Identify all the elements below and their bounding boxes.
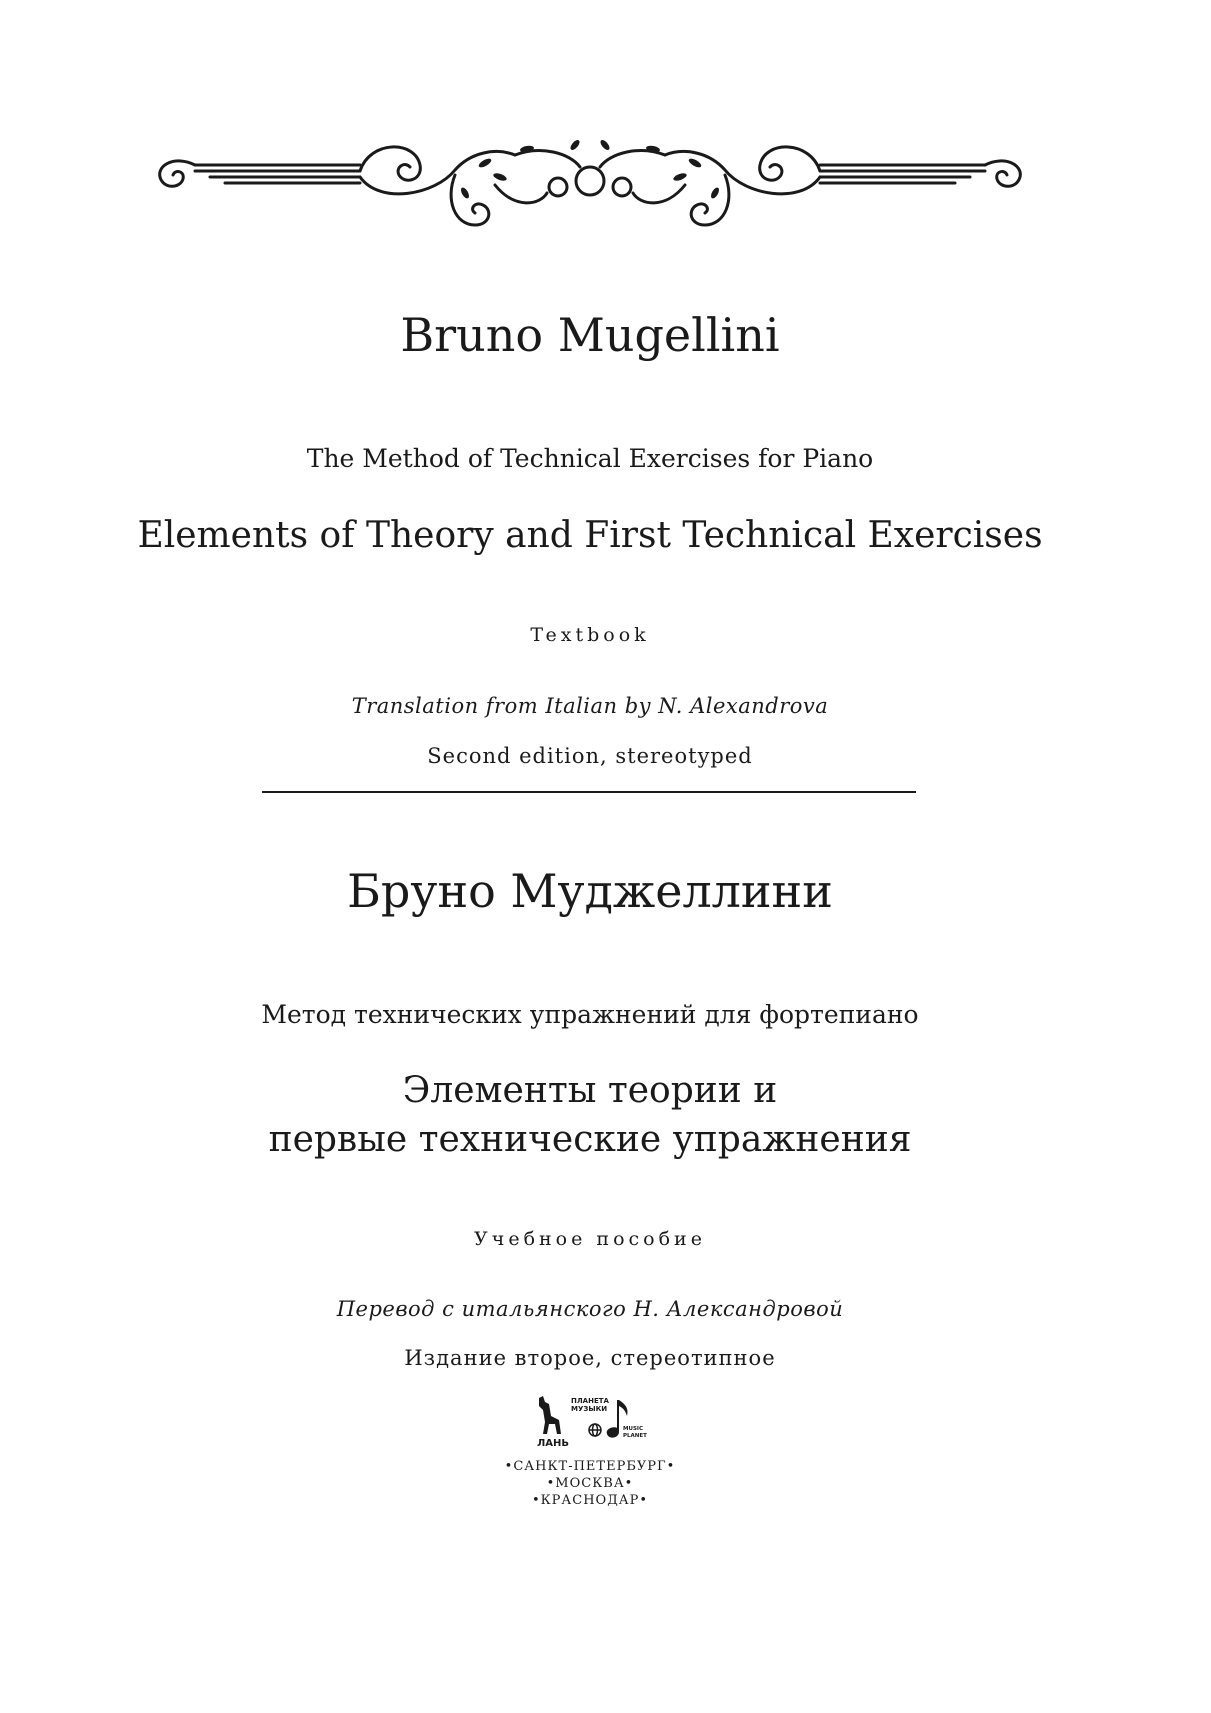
publisher-city-3: •КРАСНОДАР• <box>531 1493 649 1508</box>
section-divider <box>262 791 916 793</box>
doe-icon <box>539 1396 561 1434</box>
logo-music-line-2: PLANET <box>623 1433 647 1439</box>
book-type-en: Textbook <box>530 624 650 646</box>
logo-lan: ЛАНЬ <box>537 1438 570 1449</box>
series-title-ru: Метод технических упражнений для фортепиано <box>261 1000 919 1029</box>
logo-music-line-1: MUSIC <box>623 1426 643 1432</box>
series-title-en: The Method of Technical Exercises for Piano <box>306 444 874 473</box>
publisher-city-1: •САНКТ-ПЕТЕРБУРГ• <box>504 1459 676 1474</box>
author-name-en: Bruno Mugellini <box>400 308 780 362</box>
logo-planeta-line-1: ПЛАНЕТА <box>571 1397 609 1405</box>
book-title-ru-line-2: первые технические упражнения <box>268 1119 912 1160</box>
author-name-ru: Бруно Муджеллини <box>347 864 833 918</box>
edition-en: Second edition, stereotyped <box>427 744 753 768</box>
translation-credit-en: Translation from Italian by N. Alexandrova <box>351 694 829 718</box>
edition-ru: Издание второе, стереотипное <box>404 1346 776 1370</box>
book-title-en: Elements of Theory and First Technical Exercises <box>137 515 1043 556</box>
decorative-ornament <box>155 135 1025 235</box>
translation-credit-ru: Перевод с итальянского Н. Александровой <box>336 1297 844 1321</box>
book-title-ru-line-1: Элементы теории и <box>402 1070 778 1111</box>
publisher-city-2: •МОСКВА• <box>546 1476 634 1491</box>
publisher-logo <box>535 1394 655 1456</box>
logo-planeta-line-2: МУЗЫКИ <box>571 1405 608 1413</box>
music-note-icon <box>607 1400 619 1438</box>
book-type-ru: Учебное пособие <box>474 1228 706 1250</box>
